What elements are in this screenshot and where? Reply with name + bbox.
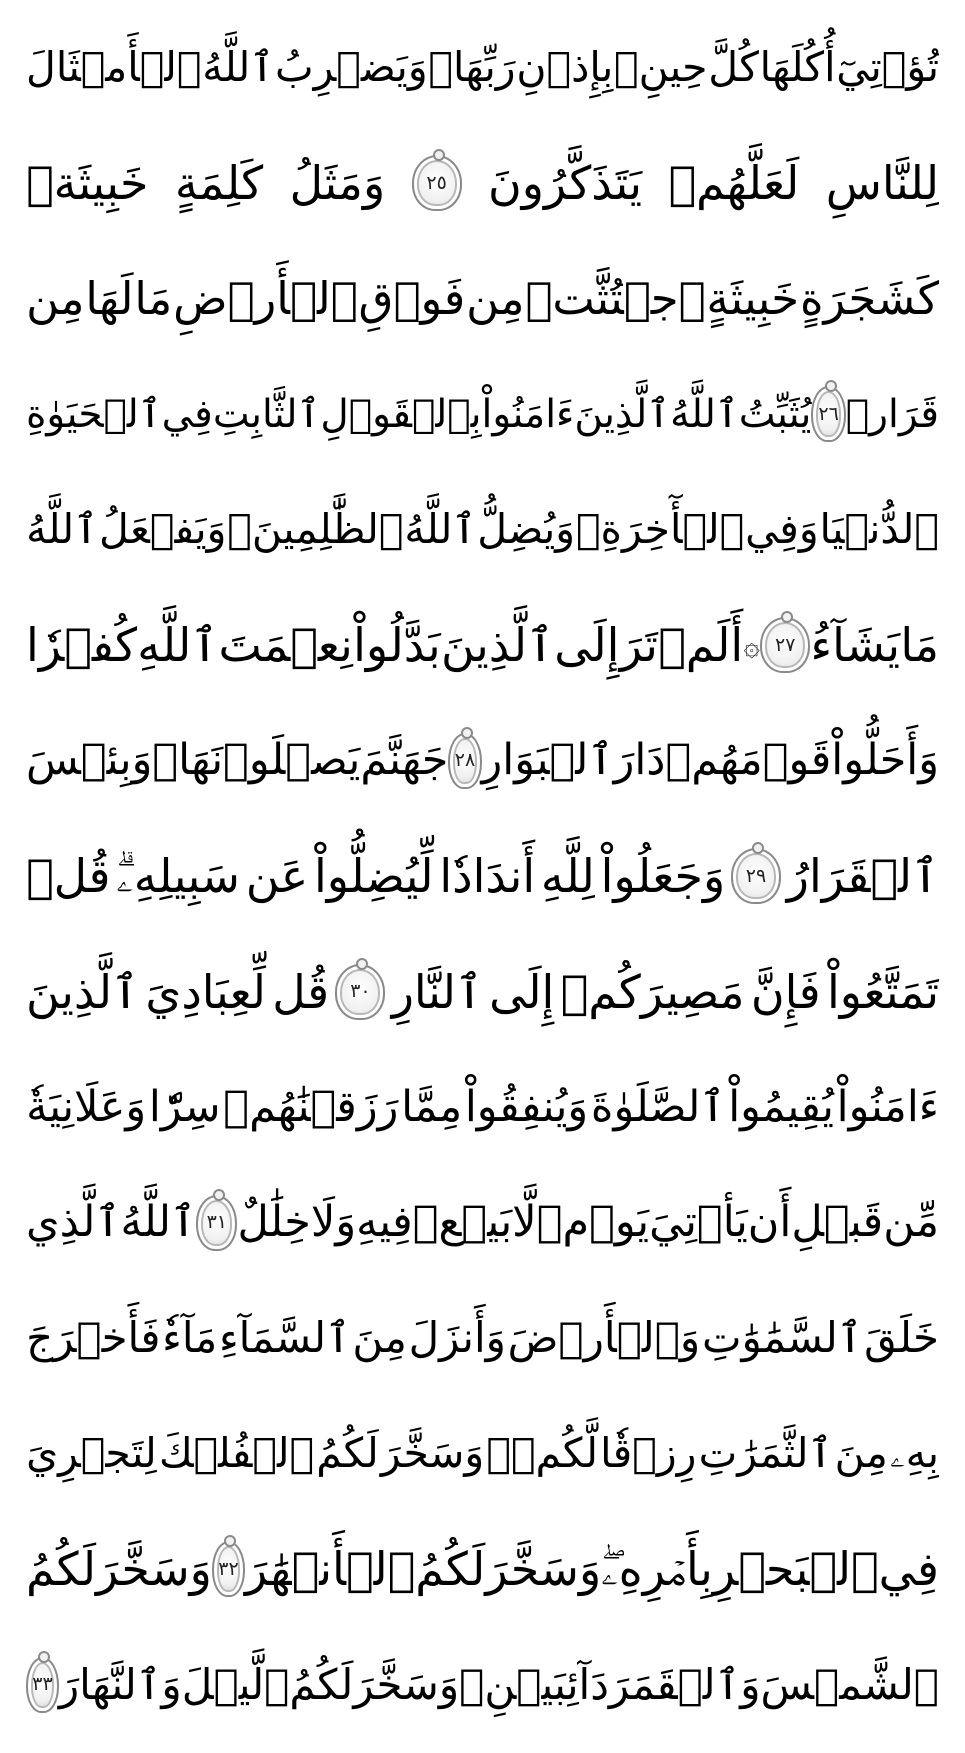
verse-word: تَرَ (619, 618, 658, 673)
verse-word: ٱللَّهُ (202, 43, 275, 92)
verse-word: لَعَلَّهُمۡ (668, 156, 800, 211)
verse-word: ٱلسَّمَآءِ (218, 1313, 351, 1363)
ayah-number-marker: ٣١ (196, 1195, 237, 1251)
ayah-number-marker: ٣٣ (26, 1657, 59, 1713)
verse-word: جَهَنَّمَ (360, 735, 449, 786)
verse-word: وَمَثَلُ (289, 156, 386, 211)
verse-word: رِزۡقٗا (600, 1429, 697, 1478)
verse-word: لِّيُضِلُّواْ (314, 849, 434, 904)
ayah-number-marker: ٢٩ (731, 848, 781, 904)
verse-word: ٱلۡأَنۡهَٰرَ (245, 1542, 416, 1597)
verse-word: ٱلۡبَحۡرِ (712, 1542, 879, 1597)
verse-word: وَلَا (310, 1197, 357, 1248)
verse-word: ٱللَّهُ (670, 391, 739, 437)
verse-word: قَرَارٖ (845, 391, 939, 437)
verse-word: دَارَ (613, 735, 666, 786)
verse-word: لَّا (512, 1197, 537, 1248)
verse-word: وَسَخَّرَ (380, 1429, 485, 1478)
verse-word: ٱللَّهُ (26, 505, 99, 554)
text-line (26, 588, 939, 704)
verse-word: ٱلۡحَيَوٰةِ (26, 391, 162, 437)
ayah-number-marker: ٣٠ (335, 964, 385, 1020)
text-line (26, 703, 939, 819)
text-line (26, 10, 939, 126)
verse-word: وَيُنفِقُواْ (464, 1081, 589, 1132)
verse-word: ٱلَّذِينَ (440, 618, 554, 673)
verse-word: وَيَضۡرِبُ (275, 43, 428, 92)
verse-word: ٱلَّيۡلَ (181, 1659, 290, 1709)
verse-word: مِّن (883, 1197, 939, 1248)
verse-word: حِينِۭ (613, 43, 708, 92)
verse-word: لَكُمُ (415, 1542, 486, 1597)
verse-word: أَندَادٗا (439, 849, 536, 904)
verse-word: مَا (134, 272, 173, 326)
verse-word: عَن (245, 849, 309, 904)
verse-word: لَهَا (85, 272, 134, 326)
verse-word: إِلَى (489, 964, 555, 1019)
verse-word: مِنَ (352, 1313, 407, 1363)
verse-word: ٱلسَّمَٰوَٰتِ (701, 1313, 863, 1363)
verse-word: رَبِّهَاۗ (428, 43, 516, 92)
verse-word: قُل (272, 964, 330, 1019)
verse-word: نِعۡمَتَ (218, 618, 353, 673)
verse-word: ٱلۡأَمۡثَالَ (26, 43, 202, 92)
verse-word: وَسَخَّرَ (96, 1542, 212, 1597)
verse-word: ٱلۡقَرَارُ (786, 849, 939, 904)
verse-word: بِأَمۡرِهِۦۖ (601, 1542, 713, 1597)
ayah-number-marker: ٣٢ (212, 1541, 245, 1597)
text-line (26, 1627, 939, 1743)
verse-word: بَيۡعٞ (412, 1197, 513, 1248)
verse-word: سِرّٗا (148, 1081, 221, 1132)
text-line (26, 1281, 939, 1397)
verse-word: مَا (900, 618, 939, 673)
verse-word: مِنَ (834, 1429, 888, 1478)
verse-word: فَوۡقِ (358, 272, 466, 326)
text-line (26, 241, 939, 357)
verse-word: ٱلنَّارِ (391, 964, 483, 1019)
verse-word: بِهِۦ (890, 1429, 939, 1478)
verse-word: مَصِيرَكُمۡ (560, 964, 745, 1019)
verse-word: ٱجۡتُثَّتۡ (525, 272, 706, 326)
verse-word: خَلَقَ (864, 1313, 939, 1363)
verse-word: لَّكُمۡۖ (486, 1429, 598, 1478)
verse-word: فِيهِ (356, 1197, 413, 1248)
verse-word: فِي (161, 391, 213, 437)
verse-word: رَزَقۡنَٰهُمۡ (223, 1081, 399, 1132)
verse-word: وَأَنزَلَ (408, 1313, 506, 1363)
text-line (26, 472, 939, 588)
verse-word: مَآءٗ (162, 1313, 218, 1363)
verse-word: تُؤۡتِيٓ (836, 43, 939, 92)
verse-word: وَعَلَانِيَةٗ (26, 1081, 147, 1132)
verse-word: قَوۡمَهُمۡ (665, 735, 832, 786)
hizb-marker-icon: ۞ (743, 628, 760, 662)
verse-word: لَكُمُ (316, 1429, 379, 1478)
verse-word: إِلَى (554, 618, 620, 673)
verse-word: وَأَحَلُّواْ (831, 735, 939, 786)
verse-word: بِإِذۡنِ (516, 43, 614, 92)
verse-word: أَن (747, 1197, 792, 1248)
verse-word: لِلنَّاسِ (825, 156, 939, 211)
verse-word: فَإِنَّ (750, 964, 821, 1019)
verse-word: مِن (26, 272, 85, 326)
ayah-number-marker: ٢٧ (760, 617, 810, 673)
verse-word: ٱللَّهُ (404, 505, 477, 554)
ayah-number-marker: ٢٥ (412, 155, 462, 211)
verse-word: سَبِيلِهِۦۗ (116, 849, 240, 904)
verse-word: وَفِي (745, 505, 819, 554)
verse-word: وَٱلۡقَمَرَ (608, 1659, 761, 1709)
verse-word: يَشَآءُ (810, 618, 901, 673)
verse-word: ءَامَنُواْ (836, 1081, 939, 1132)
verse-word: قُلۡ (26, 849, 111, 904)
verse-word: يَصۡلَوۡنَهَاۖ (152, 735, 361, 786)
verse-word: قَبۡلِ (791, 1197, 884, 1248)
verse-word: ٱلَّذِينَ (26, 964, 139, 1019)
verse-word: وَبِئۡسَ (26, 735, 153, 786)
verse-word: كَلِمَةٍ (174, 156, 264, 211)
text-line (26, 1050, 939, 1166)
verse-word: كَشَجَرَةٍ (799, 272, 939, 326)
verse-word: مِن (466, 272, 525, 326)
verse-word: يَوۡمٞ (536, 1197, 650, 1248)
verse-word: ٱلدُّنۡيَا (819, 505, 939, 554)
verse-word: كُلَّ (708, 43, 759, 92)
verse-word: وَيُضِلُّ (477, 505, 576, 554)
verse-word: يُثَبِّتُ (738, 391, 812, 437)
text-line (26, 934, 939, 1050)
ayah-number-marker: ٢٦ (811, 386, 845, 442)
verse-word: بَدَّلُواْ (353, 618, 441, 673)
verse-word: ٱلثَّابِتِ (212, 391, 321, 437)
verse-word: خَبِيثَةٖ (26, 156, 149, 211)
verse-word: يُقِيمُواْ (728, 1081, 834, 1132)
verse-word: فِي (878, 1542, 939, 1597)
verse-word: لِّعِبَادِيَ (145, 964, 266, 1019)
verse-word: فَأَخۡرَجَ (26, 1313, 161, 1363)
verse-word: يَأۡتِيَ (649, 1197, 748, 1248)
verse-word: ٱلشَّمۡسَ (760, 1659, 939, 1709)
verse-word: وَٱلنَّهَارَ (58, 1659, 182, 1709)
verse-word: بِٱلۡقَوۡلِ (320, 391, 482, 437)
verse-word: وَسَخَّرَ (485, 1542, 602, 1597)
verse-word: وَٱلۡأَرۡضَ (507, 1313, 701, 1363)
verse-word: دَآئِبَيۡنِۖ (459, 1659, 609, 1709)
verse-word: وَسَخَّرَ (353, 1659, 460, 1709)
verse-word: لِلَّهِ (540, 849, 595, 904)
verse-word: ٱللَّهُ (120, 1197, 197, 1248)
ayah-number-marker: ٢٨ (448, 733, 481, 789)
verse-word: ٱلَّذِي (26, 1197, 121, 1248)
verse-word: لَكُمُ (289, 1659, 354, 1709)
verse-word: لِتَجۡرِيَ (26, 1429, 157, 1478)
verse-word: خِلَٰلٌ (237, 1197, 311, 1248)
text-line (26, 357, 939, 473)
verse-word: لَكُمُ (26, 1542, 97, 1597)
text-line (26, 1396, 939, 1512)
verse-word: وَجَعَلُواْ (600, 849, 726, 904)
verse-word: ٱلۡأٓخِرَةِۖ (575, 505, 745, 554)
verse-word: ٱلۡفُلۡكَ (158, 1429, 315, 1478)
verse-word: ٱلۡبَوَارِ (481, 735, 614, 786)
verse-word: ٱلثَّمَرَٰتِ (698, 1429, 833, 1478)
verse-word: خَبِيثَةٍ (706, 272, 800, 326)
verse-word: ءَامَنُواْ (481, 391, 575, 437)
verse-word: ٱلۡأَرۡضِ (173, 272, 358, 326)
text-line (26, 1512, 939, 1628)
verse-word: ٱلَّذِينَ (574, 391, 671, 437)
verse-word: تَمَتَّعُواْ (826, 964, 939, 1019)
text-line (26, 126, 939, 242)
verse-word: يَتَذَكَّرُونَ (487, 156, 643, 211)
verse-word: ٱلصَّلَوٰةَ (590, 1081, 726, 1132)
verse-word: ٱللَّهِ (137, 618, 219, 673)
verse-word: وَيَفۡعَلُ (99, 505, 227, 554)
verse-word: ٱلظَّٰلِمِينَۚ (227, 505, 404, 554)
text-line (26, 819, 939, 935)
verse-word: أَلَمۡ (658, 618, 744, 673)
verse-word: مِمَّا (401, 1081, 463, 1132)
verse-word: أُكُلَهَا (759, 43, 836, 92)
text-line (26, 1165, 939, 1281)
verse-word: كُفۡرٗا (26, 618, 137, 673)
